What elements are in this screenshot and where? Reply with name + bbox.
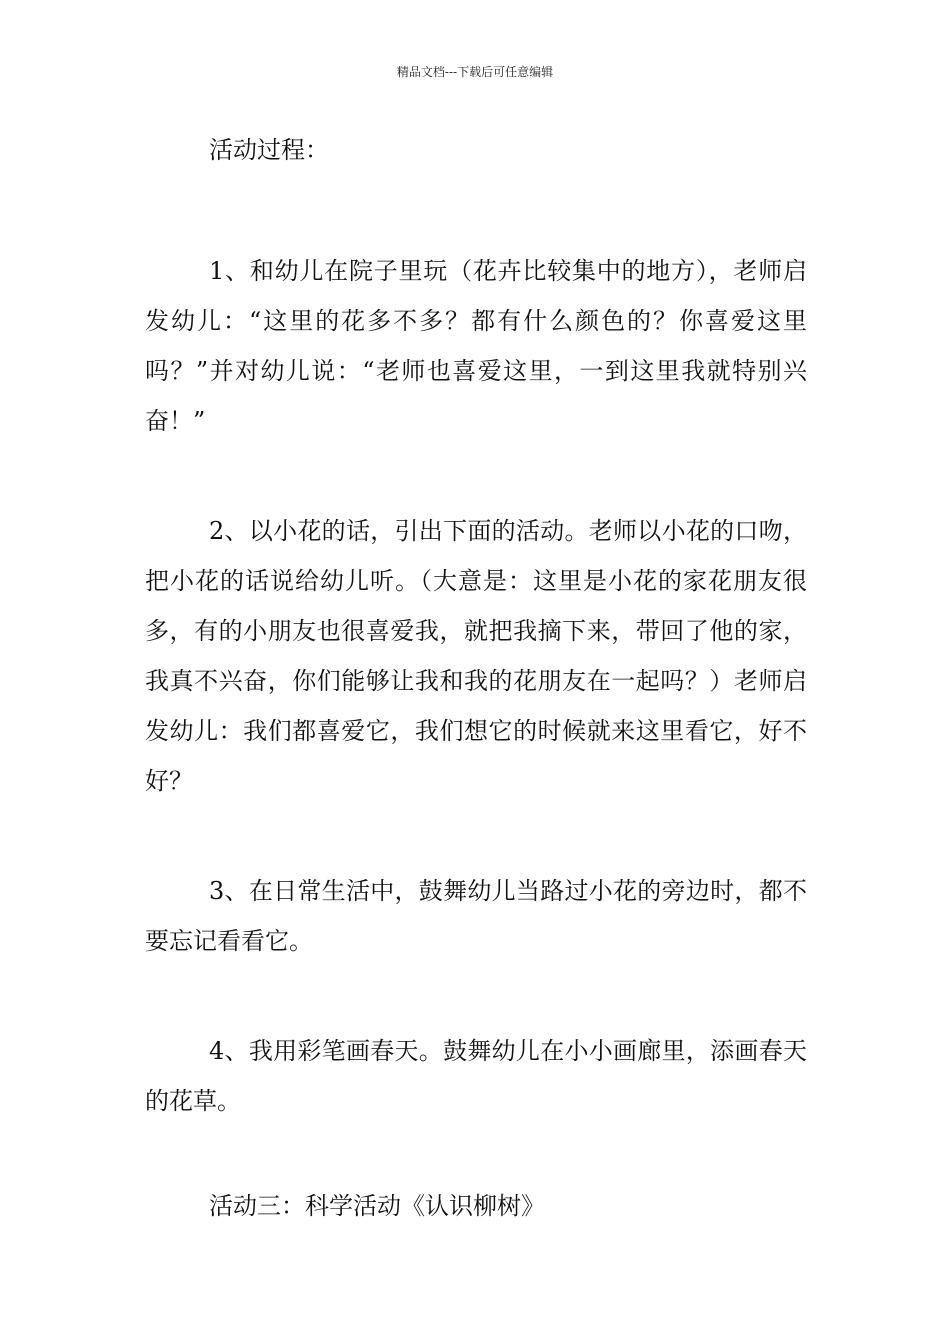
spacer xyxy=(145,446,807,506)
step-4-paragraph: 4、我用彩笔画春天。鼓舞幼儿在小小画廊里，添画春天的花草。 xyxy=(145,1037,807,1115)
section-heading-process: 活动过程： xyxy=(209,136,329,164)
step-1-paragraph: 1、和幼儿在院子里玩（花卉比较集中的地方），老师启发幼儿：“这里的花多不多？都有什么颜色的？你喜爱这里吗？”并对幼儿说：“老师也喜爱这里，一到这里我就特别兴奋！” xyxy=(145,257,807,435)
step-3-paragraph: 3、在日常生活中，鼓舞幼儿当路过小花的旁边时，都不要忘记看看它。 xyxy=(145,877,807,955)
spacer xyxy=(145,170,807,246)
spacer xyxy=(145,1126,807,1186)
document-body xyxy=(145,130,807,1226)
page-header: 精品文档---下载后可任意编辑 xyxy=(396,65,554,79)
spacer xyxy=(145,966,807,1026)
spacer xyxy=(145,806,807,866)
section-heading-activity-3: 活动三：科学活动《认识柳树》 xyxy=(209,1192,545,1220)
step-2-paragraph: 2、以小花的话，引出下面的活动。老师以小花的口吻，把小花的话说给幼儿听。（大意是：这里是小花的家花朋友很多，有的小朋友也很喜爱我，就把我摘下来，带回了他的家，我真不兴奋，你们能够让我和我的花朋友在一起吗？）老师启发幼儿：我们都喜爱它，我们想它的时候就来这里看它，好不好？ xyxy=(145,517,807,795)
